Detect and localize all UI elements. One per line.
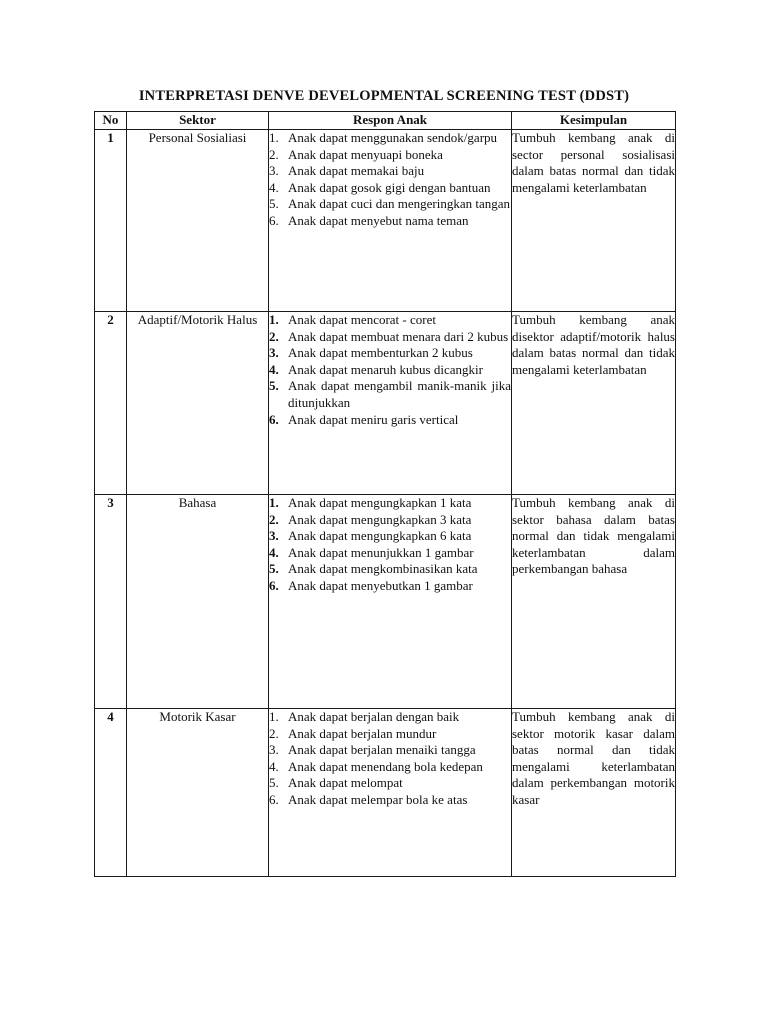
- list-item: [269, 213, 511, 230]
- item-number: 1.: [269, 130, 279, 145]
- list-item: [269, 759, 511, 776]
- item-number: 1.: [269, 312, 279, 327]
- row-number: 2: [95, 312, 127, 495]
- item-number: 6.: [269, 577, 279, 593]
- list-item: [269, 545, 511, 562]
- row-kesimpulan: Tumbuh kembang anak disektor adaptif/motorik halus dalam batas normal dan tidak mengalami keterlambatan: [512, 312, 676, 495]
- item-number: 4.: [269, 179, 279, 195]
- list-item: [269, 412, 511, 429]
- item-text: Anak dapat mencorat - coret: [288, 312, 436, 327]
- document-title: INTERPRETASI DENVE DEVELOPMENTAL SCREENING TEST (DDST): [138, 88, 630, 104]
- item-number: 5.: [269, 196, 279, 212]
- row-respon: [269, 709, 512, 877]
- item-text: Anak dapat berjalan dengan baik: [288, 709, 460, 724]
- list-item: [269, 726, 511, 743]
- list-item: [269, 792, 511, 809]
- list-item: [269, 378, 511, 411]
- item-number: 6.: [269, 411, 279, 427]
- item-text: Anak dapat mengungkapkan 1 kata: [288, 495, 472, 510]
- ddst-table: [94, 111, 676, 877]
- list-item: [269, 312, 511, 329]
- item-number: 6.: [269, 791, 279, 807]
- list-item: [269, 561, 511, 578]
- row-number: 3: [95, 495, 127, 709]
- header-kesimpulan: Kesimpulan: [512, 112, 676, 130]
- table-row: [95, 495, 676, 709]
- item-text: Anak dapat menggunakan sendok/garpu: [288, 130, 498, 145]
- row-kesimpulan: Tumbuh kembang anak di sektor bahasa dalam batas normal dan tidak mengalami keterlambatan dalam perkembangan bahasa: [512, 495, 676, 709]
- item-text: Anak dapat membenturkan 2 kubus: [288, 345, 473, 361]
- item-number: 4.: [269, 361, 279, 377]
- item-text: Anak dapat menyuapi boneka: [288, 146, 443, 162]
- table-row: [95, 130, 676, 312]
- list-item: [269, 147, 511, 164]
- item-text: Anak dapat menendang bola kedepan: [288, 758, 483, 774]
- item-number: 1.: [269, 709, 279, 724]
- row-sektor: Motorik Kasar: [127, 709, 269, 877]
- list-item: [269, 130, 511, 147]
- item-number: 2.: [269, 725, 279, 741]
- row-sektor: Personal Sosialiasi: [127, 130, 269, 312]
- list-item: [269, 163, 511, 180]
- item-number: 5.: [269, 378, 279, 394]
- list-item: [269, 578, 511, 595]
- item-number: 3.: [269, 528, 279, 544]
- row-respon: [269, 495, 512, 709]
- list-item: [269, 196, 511, 213]
- item-text: Anak dapat mengungkapkan 6 kata: [288, 528, 472, 544]
- item-text: Anak dapat memakai baju: [288, 163, 425, 179]
- list-item: [269, 709, 511, 726]
- item-text: Anak dapat menyebut nama teman: [288, 212, 469, 228]
- table-row: [95, 709, 676, 877]
- item-text: Anak dapat melompat: [288, 775, 403, 791]
- header-respon: Respon Anak: [269, 112, 512, 130]
- item-number: 3.: [269, 345, 279, 361]
- row-sektor: Bahasa: [127, 495, 269, 709]
- respon-list: [269, 130, 511, 230]
- item-text: Anak dapat mengungkapkan 3 kata: [288, 511, 472, 527]
- header-no: No: [95, 112, 127, 130]
- list-item: [269, 329, 511, 346]
- respon-list: [269, 709, 511, 809]
- row-respon: [269, 130, 512, 312]
- table-header-row: [95, 112, 676, 130]
- item-number: 3.: [269, 742, 279, 758]
- item-text: Anak dapat cuci dan mengeringkan tangan: [288, 196, 510, 212]
- list-item: [269, 775, 511, 792]
- item-text: Anak dapat menunjukkan 1 gambar: [288, 544, 474, 560]
- item-text: Anak dapat meniru garis vertical: [288, 411, 459, 427]
- table-row: [95, 312, 676, 495]
- list-item: [269, 495, 511, 512]
- item-number: 5.: [269, 775, 279, 791]
- respon-list: [269, 312, 511, 428]
- list-item: [269, 528, 511, 545]
- list-item: [269, 512, 511, 529]
- item-text: Anak dapat mengambil manik-manik jika ditunjukkan: [288, 378, 511, 410]
- item-text: Anak dapat menyebutkan 1 gambar: [288, 577, 473, 593]
- item-number: 6.: [269, 212, 279, 228]
- item-text: Anak dapat berjalan mundur: [288, 725, 437, 741]
- item-text: Anak dapat menaruh kubus dicangkir: [288, 361, 483, 377]
- item-text: Anak dapat berjalan menaiki tangga: [288, 742, 476, 758]
- row-sektor: Adaptif/Motorik Halus: [127, 312, 269, 495]
- item-text: Anak dapat gosok gigi dengan bantuan: [288, 179, 491, 195]
- list-item: [269, 362, 511, 379]
- header-sektor: Sektor: [127, 112, 269, 130]
- item-text: Anak dapat mengkombinasikan kata: [288, 561, 478, 577]
- item-number: 1.: [269, 495, 279, 510]
- row-kesimpulan: Tumbuh kembang anak di sektor motorik kasar dalam batas normal dan tidak mengalami keterlambatan dalam perkembangan motorik kasar: [512, 709, 676, 877]
- row-respon: [269, 312, 512, 495]
- item-text: Anak dapat melempar bola ke atas: [288, 791, 468, 807]
- item-number: 4.: [269, 758, 279, 774]
- item-text: Anak dapat membuat menara dari 2 kubus: [288, 328, 509, 344]
- row-number: 4: [95, 709, 127, 877]
- row-kesimpulan: Tumbuh kembang anak di sector personal sosialisasi dalam batas normal dan tidak mengalami keterlambatan: [512, 130, 676, 312]
- row-number: 1: [95, 130, 127, 312]
- item-number: 2.: [269, 511, 279, 527]
- item-number: 4.: [269, 544, 279, 560]
- item-number: 2.: [269, 328, 279, 344]
- item-number: 2.: [269, 146, 279, 162]
- list-item: [269, 742, 511, 759]
- list-item: [269, 180, 511, 197]
- item-number: 5.: [269, 561, 279, 577]
- item-number: 3.: [269, 163, 279, 179]
- list-item: [269, 345, 511, 362]
- respon-list: [269, 495, 511, 595]
